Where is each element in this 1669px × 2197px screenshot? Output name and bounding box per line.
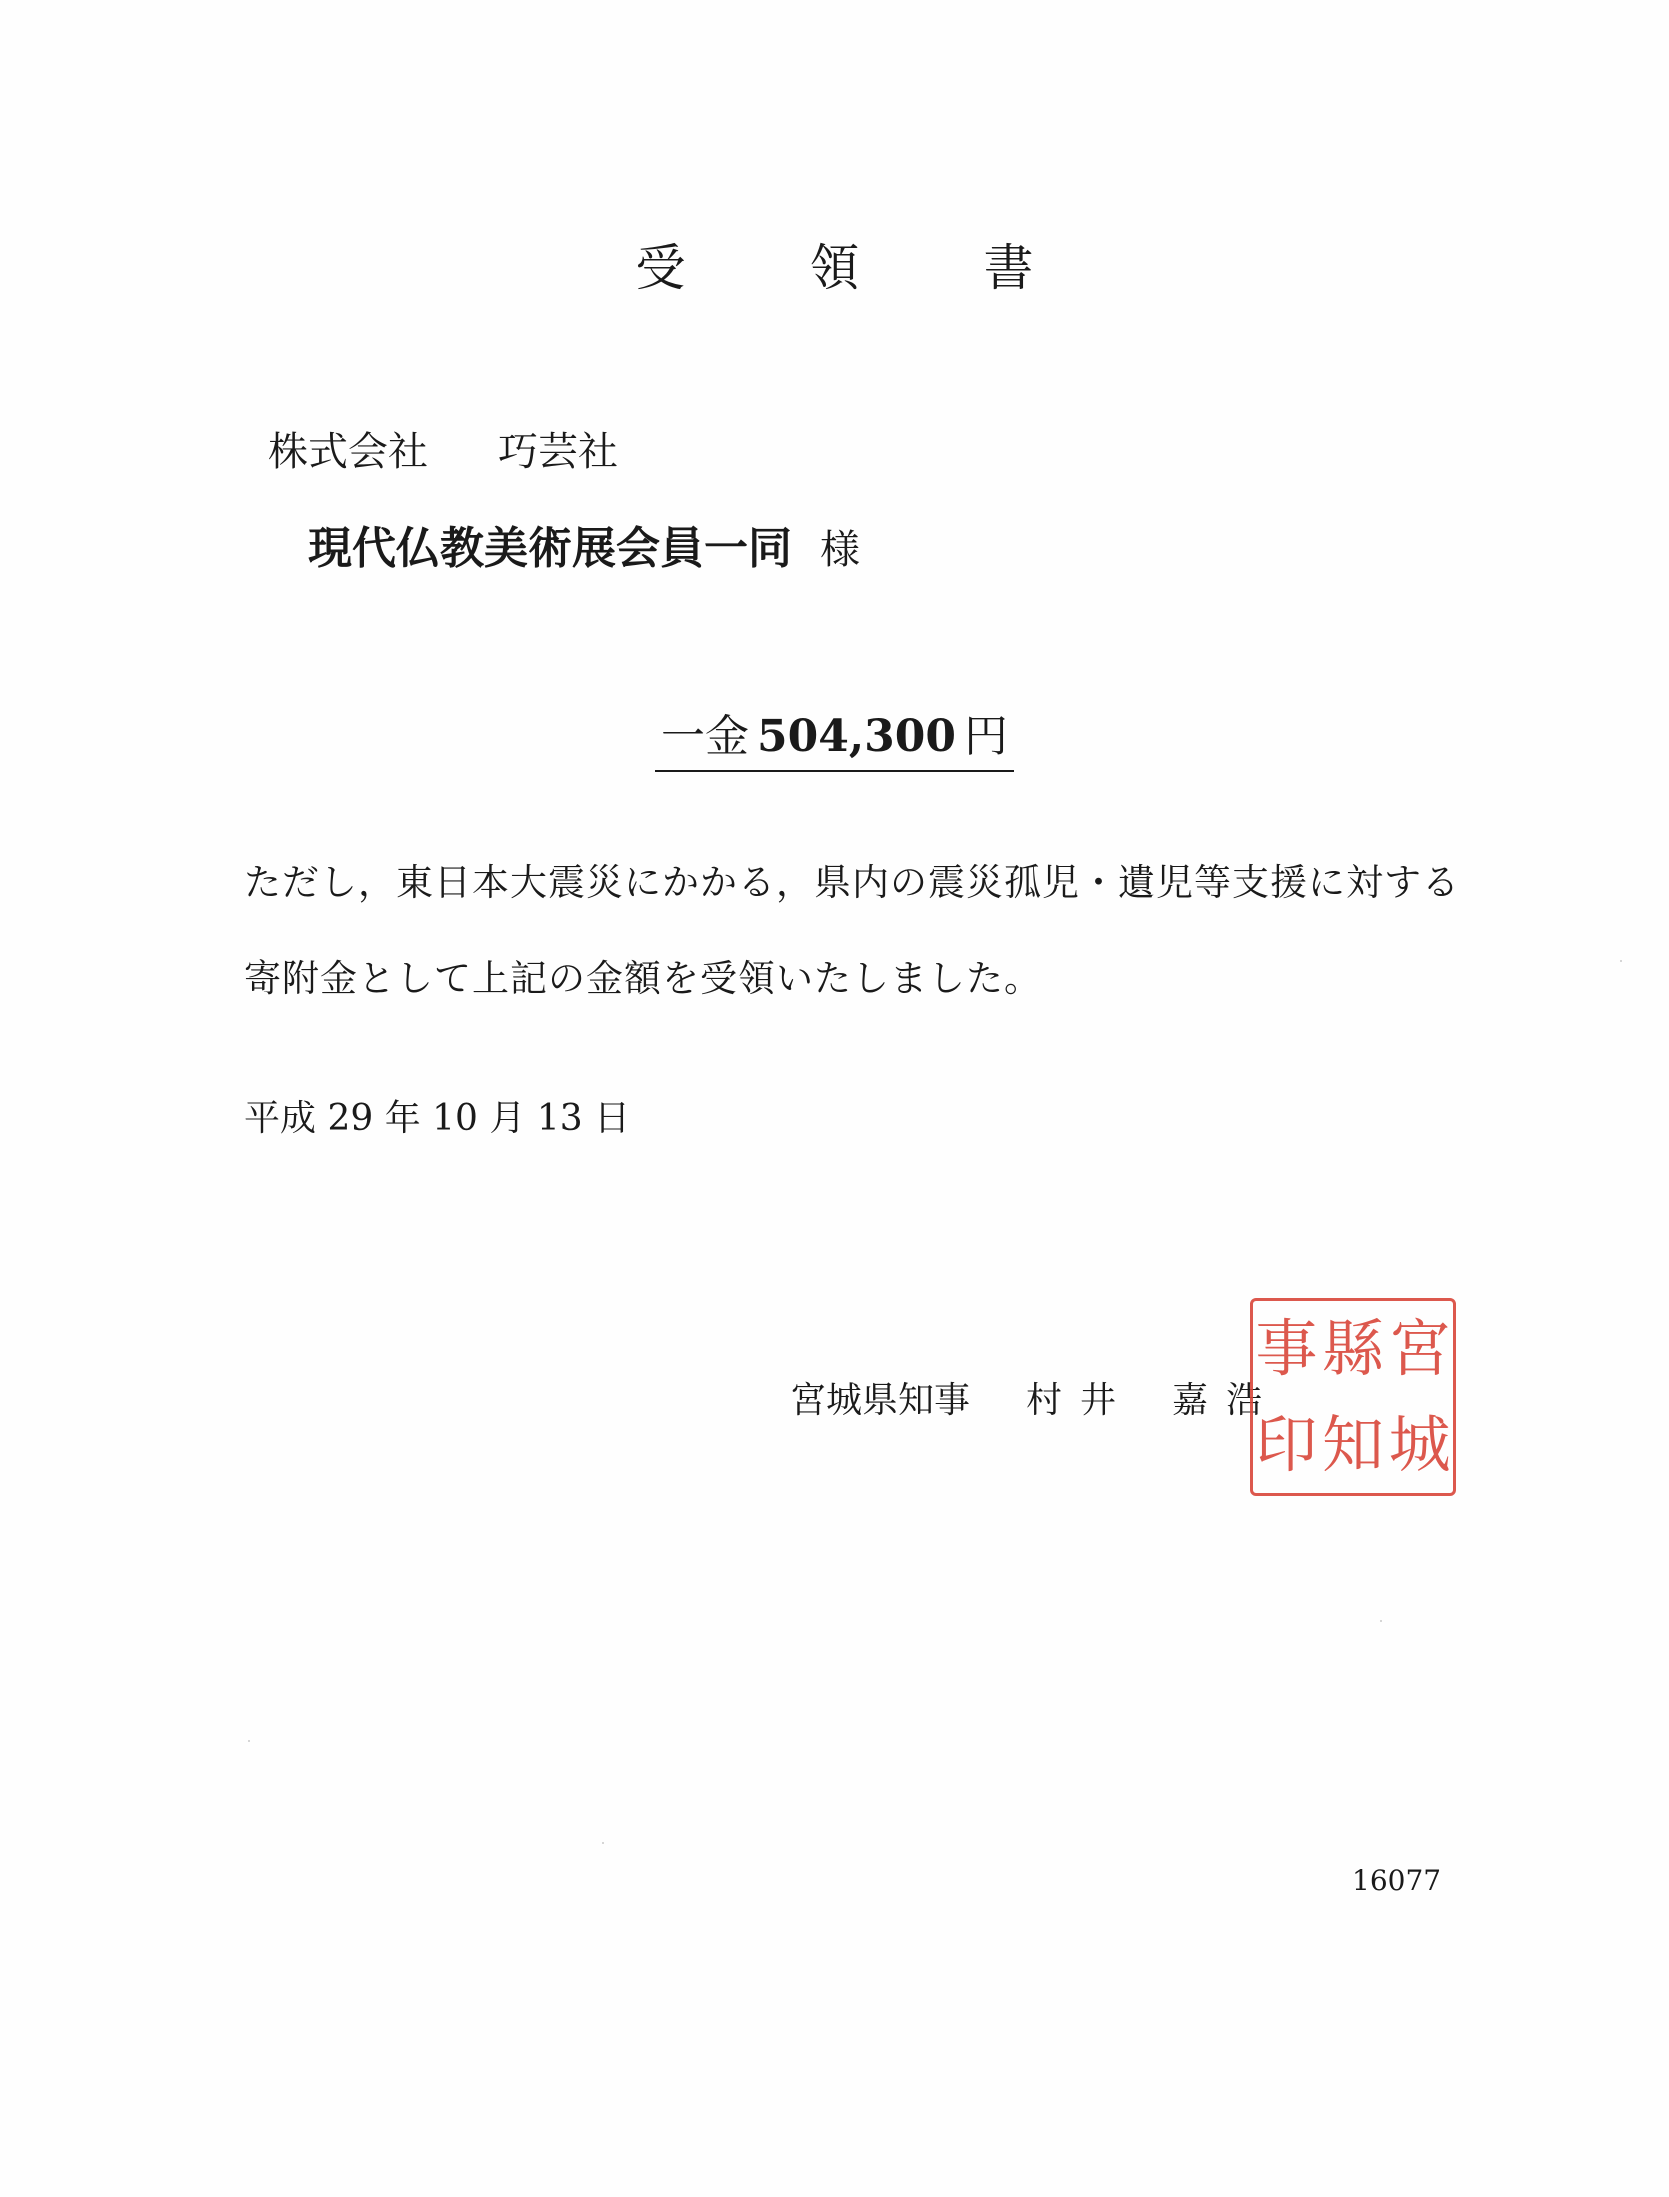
seal-char: 知 xyxy=(1322,1408,1385,1481)
official-seal-stamp xyxy=(1250,1298,1456,1496)
company-prefix: 株式会社 xyxy=(268,429,428,475)
issuer-line xyxy=(790,1372,1280,1423)
company-line xyxy=(268,420,618,477)
amount-prefix: 一金 xyxy=(660,711,749,762)
issuer-title: 宮城県知事 xyxy=(790,1380,971,1421)
issuer-name-char: 浩 xyxy=(1226,1380,1263,1421)
seal-char: 縣 xyxy=(1322,1312,1385,1385)
body-text-line-1: ただし，東日本大震災にかかる，県内の震災孤児・遺児等支援に対する xyxy=(244,861,1460,904)
issuer-name xyxy=(1026,1380,1280,1421)
title-char: 領 xyxy=(809,239,860,297)
recipient-name: 現代仏教美術展会員一同 xyxy=(308,523,792,574)
amount-unit: 円 xyxy=(964,711,1008,762)
seal-char: 城 xyxy=(1388,1408,1451,1481)
issuer-name-char: 井 xyxy=(1080,1380,1117,1421)
issuer-name-char: 嘉 xyxy=(1172,1380,1209,1421)
document-title xyxy=(0,228,1669,300)
seal-char: 宮 xyxy=(1388,1312,1451,1385)
issuer-name-char: 村 xyxy=(1026,1380,1063,1421)
issue-date: 平成 29 年 10 月 13 日 xyxy=(244,1098,631,1139)
recipient-line xyxy=(308,512,860,576)
seal-char: 印 xyxy=(1255,1408,1318,1481)
seal-char: 事 xyxy=(1255,1312,1318,1385)
title-char: 受 xyxy=(635,239,686,297)
company-name: 巧芸社 xyxy=(498,429,618,475)
title-char: 書 xyxy=(983,239,1034,297)
body-text-line-2: 寄附金として上記の金額を受領いたしました。 xyxy=(244,957,1042,1000)
amount-line xyxy=(0,700,1669,772)
honorific: 様 xyxy=(820,527,860,573)
amount-underlined xyxy=(655,700,1014,772)
amount-value: 504,300 xyxy=(756,711,956,762)
document-number: 16077 xyxy=(1352,1864,1442,1897)
